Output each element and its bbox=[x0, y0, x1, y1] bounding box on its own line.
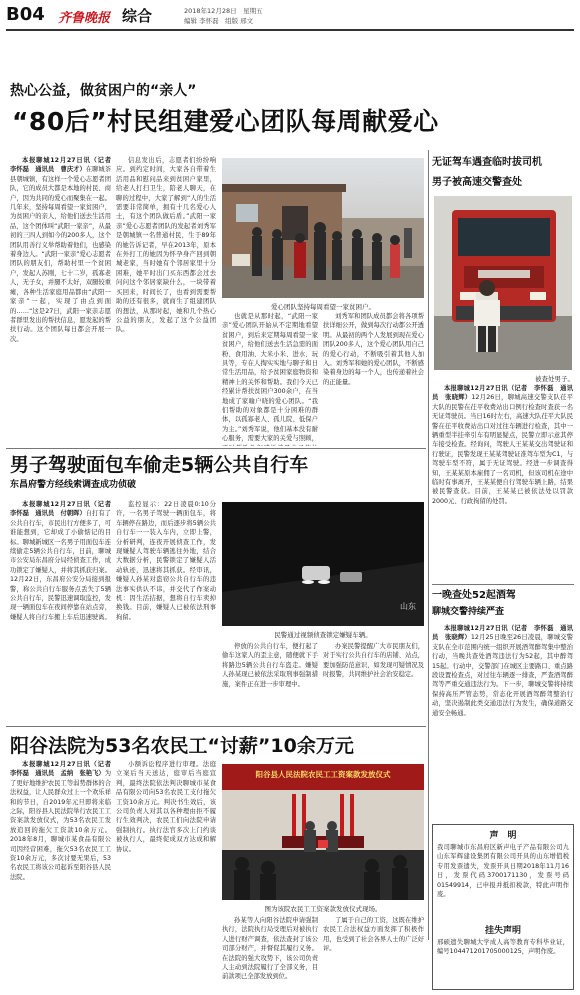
notice-body-1: 我司聊城市东昌府区新声电子产品有限公司九山东军辉建设集团有限公司开具的山东增值税专用发票遗失，发票开具日期2018年11月16日，发票代码3700171130，发票号码01549914，已申报并抵扣税款，特此声明作废。 bbox=[437, 844, 569, 899]
story1-text-2: 信息发出后，志愿者们纷纷响应。到约定时间，大家各自带着生活用品和慰问品来到贫困户家里，给老人打扫卫生，陪老人聊天，在聊的过程中，大家了解到“人的生活需要非常简单，拥有十几名爱心人士，有这个团队做后盾。”武阳一家亲”爱心志愿者团队的发起者刘秀军是朝城镇一名普通村民，生于89年的她告诉记者，早在2013年，原本在外打工的她因为怀孕身产回到朝城老家，当时她有个邻居家里十分困难，她平时出门买东西都会过去问问这个邻居家缺什么，一块带着买回来，时间长了，也看到需要帮助的还有很多，就商生了组建团队的想法，从那时起，她和几个热心公益的朋友，发起了这个公益团队。 bbox=[116, 157, 216, 334]
story2-photo-caption: 民警通过视频侦查锁定嫌疑车辆。 bbox=[274, 631, 372, 639]
surveillance-image bbox=[222, 502, 424, 626]
sidebar-divider bbox=[428, 150, 429, 940]
story1-photo-caption: 爱心团队坚持每周看望一家贫困户。 bbox=[271, 303, 375, 311]
sidebar1-lead: 本报聊城12月27日讯（记者 李怀磊 通讯员 张晓辉） bbox=[432, 385, 573, 402]
sidebar1-photo bbox=[434, 196, 572, 370]
story1-column-4 bbox=[323, 312, 424, 446]
sidebar1-headline-2: 男子被高速交警查处 bbox=[432, 177, 522, 188]
story2-text-2: 监控显示：22日凌晨0:10分许，一名男子驾驶一辆面包车，将车辆停在路边，而后逐步将5辆公共自行车一一装入车内，立即上警，分析研判，连夜开展侦查工作，发现嫌疑人驾驶车辆逃往外地，结合大数据分析，民警锁定了嫌疑人活动轨迹，迅速将其抓获。经审讯，嫌疑人孙某对盗窃公共自行车的违法事实供认不讳，并交代了作案动机：因生活拮据，想将自行车卖掉换钱。目前，嫌疑人已被依法刑事拘留。 bbox=[116, 501, 216, 621]
truck-image bbox=[434, 196, 572, 370]
story2-top-rule bbox=[6, 448, 426, 449]
story3-text-3: 孙某等人向阳谷法院申请强制执行，法院执行局受理后对被执行人进行财产调查，依法查封了该公司部分财产，并督促其履行义务。在法院的强大攻势下，该公司负责人主动到法院履行了全部义务，目前款项已全部发放到位。 bbox=[222, 917, 318, 981]
story3-text-4: 了属于自己的工资，这既在维护农民工合法权益方面发挥了积极作用，也受到了社会各界人士的广泛好评。 bbox=[323, 917, 424, 953]
story2-column-3 bbox=[222, 642, 318, 720]
story1-column-2 bbox=[116, 156, 216, 446]
issue-date: 2018年12月28日 星期五 bbox=[184, 7, 263, 15]
story1-text-4: 刘秀军和团队成员都会将各项帮扶详细公开，做到每次行动都公开透明。从最初的两个人发展到现在爱心团队200多人，这个爱心团队用自己的爱心行动，不断吸引着其他人加入。刘秀军和她的爱心团队，不断感染着身边的每一个人，也传递着社会的正能量。 bbox=[323, 313, 424, 386]
story3-photo bbox=[222, 764, 424, 900]
story1-photo bbox=[222, 158, 424, 298]
story2-headline: 男子驾驶面包车偷走5辆公共自行车 bbox=[10, 454, 309, 476]
sidebar2-subhead: 聊城交警持续严查 bbox=[432, 607, 505, 617]
sidebar-rule-1 bbox=[432, 584, 574, 585]
story2-text-4: 办案民警提醒广大市民朋友们，对于实行公共自行车的店铺、站点，要加强防范意识，如发现可疑情况及时报警，共同维护社会治安稳定。 bbox=[323, 643, 424, 679]
story2-column-2 bbox=[116, 500, 216, 720]
sidebar2-lead: 本报聊城12月27日讯（记者 李怀磊 通讯员 张晓辉） bbox=[432, 625, 573, 642]
story1-headline: “80后”村民组建爱心团队每周献爱心 bbox=[12, 107, 439, 136]
story1-column-1 bbox=[10, 156, 111, 446]
story3-photo-banner: 阳谷县人民法院农民工工资案款发放仪式 bbox=[255, 770, 391, 779]
sidebar1-body bbox=[432, 384, 573, 580]
story1-column-3 bbox=[222, 312, 318, 446]
ceremony-image bbox=[222, 764, 424, 900]
story1-text-3: 也就是从那时起，“武阳一家亲”爱心团队开始从不定期地看望贫困户，到后来定期每周看望一家贫困户，给他们送去生活急需的面粉、食用油、大米小米、进水、玩具等，专在人掏实实地与聊子和日常生活用品，给予贫困家庭物资和精神上的关怀和帮助。我们今天已经累计帮扶贫困户300余户，在当地成了家喻户晓的爱心团队。“我们帮助的对象都是十分困难的群体，以孤寡老人、孤儿院、低保户为主。”刘秀军说，他们基本没有耐心服务，需要大家的关爱与照顾， bbox=[222, 313, 318, 443]
notice-body-2: 邢硕遗失聊城大学成人高等教育专科毕业证，编号104471201705000125，声明作废。 bbox=[437, 939, 569, 956]
story2-text-1: 自打有了公共自行车，市民出行方便多了，可谁能想到，它却成了小偷惦记的目标。聊城新城区一名男子用面包车连续偷走5辆公共自行车，日前，聊城市公安局东昌府分局经侦查工作，成功锁定了嫌疑人，并将其抓获归案。12月22日，东昌府公安分局接到报警，称公共自行车服务点丢失了5辆公共自行车，民警迅速调取监控，发现一辆面包车在夜间停靠在站点旁，嫌疑人将自行车搬上车后迅速驶离。 bbox=[10, 510, 111, 621]
story1-kicker: 热心公益，做贫困户的“亲人” bbox=[10, 83, 197, 99]
story2-subhead: 东昌府警方经线索调查成功侦破 bbox=[10, 480, 137, 490]
story3-text-1: 为了更好地维护农民工等弱势群体的合法权益，让人民群众过上一个欢乐祥和的节日，自2019年元旦即将来临之际，阳谷县人民法院举行农民工工资案款发放仪式，为53名农民工发放追回的拖欠工资款10余万元。2018年8月，聊城市某食品有限公司因经营困难，拖欠53名农民工工资10余万元，多次讨要无果后，53名农民工将该公司起诉至阳谷县人民法院。 bbox=[10, 770, 111, 881]
story2-text-3: 停放的公共自行车，便打起了偷车这家人的歪主意，随便就下手将路边5辆公共自行车盗走。嫌疑人孙某现已被依法采取刑事强制措施，案件正在进一步审理中。 bbox=[222, 643, 318, 688]
story3-column-4 bbox=[323, 916, 424, 990]
sidebar2-headline: 一晚查处52起酒驾 bbox=[432, 590, 516, 601]
story3-photo-caption: 图为该院农民工工资案款发放仪式现场。 bbox=[264, 905, 382, 913]
story3-column-1 bbox=[10, 760, 111, 990]
notice-title-2: 挂失声明 bbox=[484, 926, 521, 936]
story3-column-3 bbox=[222, 916, 318, 990]
notice-title-1: 声 明 bbox=[489, 831, 517, 841]
sidebar2-text: 12月25日晚至26日凌晨，聊城交警支队在全市范围内统一组织开展酒驾醉驾集中整治行动，当晚共查处酒驾违法行为52起，其中醉驾15起。行动中，交警部门在城区主要路口、重点路段设置检查点，对过往车辆逐一排查，严查酒驾醉驾等严重交通违法行为。下一步，聊城交警将持续保持高压严管态势，常态化开展酒驾醉驾整治行动，坚决遏制此类交通违法行为发生，确保道路交通安全畅通。 bbox=[432, 634, 573, 717]
volunteers-image bbox=[222, 158, 424, 298]
sidebar1-text: 12月26日，聊城高速交警支队茌平大队的民警在茌平收费站出口例行检查时查获一名无证驾驶员。当日16时左右，高速大队茌平大队民警在茌平收费站出口对过往车辆进行检查，其中一辆重型半挂牵引车有明显疑点，民警立即示意其停车接受检查。经询问，驾驶人王某某交出驾驶证和行驶证，民警发现王某某驾驶证准驾车型为C1，与驾驶车型不符，属于无证驾驶。经进一步调查得知，王某某原本雇佣了一名司机，但该司机在途中临时有事离开，王某某便自行驾驶车辆上路，结果被民警查获。目前，王某某已被依法处以罚款2000元、行政拘留的处罚。 bbox=[432, 394, 573, 505]
section-name: 综合 bbox=[122, 7, 153, 25]
story2-column-4 bbox=[323, 642, 424, 720]
story2-column-1 bbox=[10, 500, 111, 720]
story1-lead: 本报聊城12月27日讯（记者 李怀磊 通讯员 曹庆才） bbox=[10, 157, 111, 174]
paper-logo: 齐鲁晚报 bbox=[58, 11, 111, 26]
sidebar1-headline-1: 无证驾车遇查临时拔司机 bbox=[432, 157, 542, 168]
story3-top-rule bbox=[6, 726, 426, 727]
header-rule bbox=[6, 29, 574, 31]
notices-box bbox=[432, 824, 574, 990]
story1-text-1: 在聊城茶县朝城镇，有这样一个爱心志愿者团队，它的成员大都是本地的村民、商户，因为共同的爱心而聚集在一起。几年来，坚持每周看望一家贫困户，为贫困户的亲人，给他们送去生活用品，这个团体叫“武阳一家亲”，从最初的三四人到如今的200多人，这个团队用善行义举帮助着他们，也感染着身边人。“武阳一家亲”爱心志愿者团队的朋友们，帮助村里一个贫困户，发起人苏刚，七十二岁，孤寡老人，无子女，并腿不太好，双腿较重瘫，各种生活家庭用品都由“武阳一家亲”一起，实现了由点到面的……“这是27日，武阳一家亲志愿者群里发出的帮扶信息，愿发起的帮扶行动。这个团队每日都会开展一次。 bbox=[10, 166, 111, 343]
sidebar2-body bbox=[432, 624, 573, 820]
sidebar1-photo-caption: 被查处男子。 bbox=[535, 375, 574, 383]
story3-column-2 bbox=[116, 760, 216, 990]
story3-headline: 阳谷法院为53名农民工“讨薪”10余万元 bbox=[10, 735, 354, 757]
page-number: B04 bbox=[6, 4, 45, 25]
story3-text-2: 小额诉讼程序进行审理。法庭立案后当天送达，庭审后当庭宣判，最终法院依法判决聊城市某食品有限公司向53名农民工支付拖欠工资10余万元。判决书生效后，该公司负责人对其以各种理由拒不履行生效判决，农民工们向法院申请强制执行。执行法官多次上门约谈被执行人，最终促成双方达成和解协议。 bbox=[116, 761, 216, 853]
story2-photo-stamp: 山东 bbox=[400, 602, 416, 611]
editor-credit: 编辑 李怀磊 组版 邢文 bbox=[184, 17, 254, 25]
story3-lead: 本报聊城12月27日讯（记者 李怀磊 通讯员 孟纳 张艳飞） bbox=[10, 761, 111, 778]
story2-lead: 本报聊城12月27日讯（记者 李怀磊 通讯员 付朝晖） bbox=[10, 501, 111, 518]
story2-photo bbox=[222, 502, 424, 626]
